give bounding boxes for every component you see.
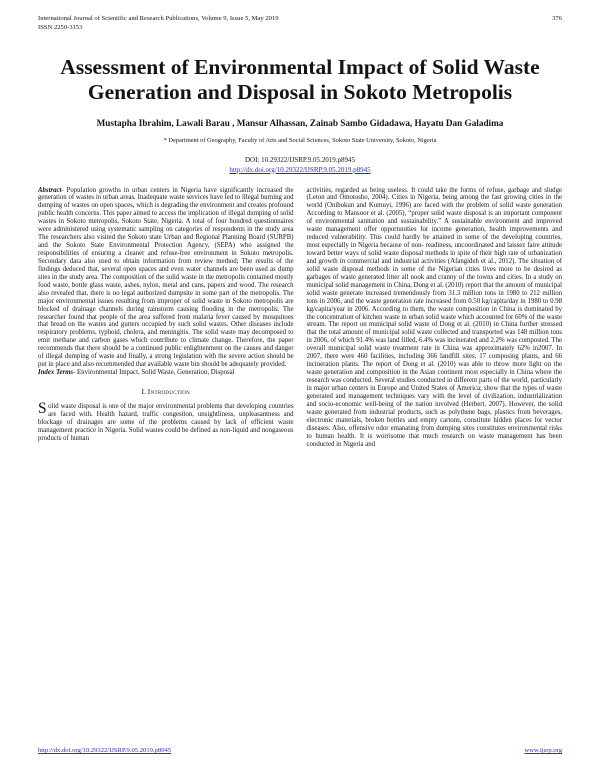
introduction-paragraph [38,399,294,443]
affiliation-line: * Department of Geography, Faculty of Arts and Social Sciences, Sokoto State University, Sokoto, Nigeria [163,136,437,144]
doi-link[interactable]: http://dx.doi.org/10.29322/IJSRP.9.05.2019.p8945 [229,165,371,174]
journal-info [38,15,279,33]
journal-title-line: International Journal of Scientific and Research Publications, Volume 9, Issue 5, May 2019 [38,15,279,22]
footer-site-link[interactable]: www.ijsrp.org [524,747,562,754]
abstract-text: Population growths in urban centers in Nigeria have significantly increased the generation of wastes in urban areas. Inadequate waste services have led to illegal burning and dumping of wastes on open spaces, which is degrading the environment and creates profound public health concerns. This paper aimed to access the implication of illegal dumping of solid wastes in Sokoto metropolis, Sokoto State, Nigeria. A total of four hundred questionnaires were administered using systematic sampling on categories of respondents in the study area The researchers also visited the Sokoto state Urban and Regional Planning Board (SURPB) and the Sokoto State Environmental Protection Agency, (SEPA) who assigned the responsibilities of ensuring a cleaner and refuse-free environment in Sokoto metropolis. Secondary data also used to obtain information from review method; The results of the findings deduced that, several open spaces and even water channels are been used as dump sites in the study area. The composition of the solid waste in the metropolis contained mostly food waste, bottle glass waste, ashes, nylon, metal and cans, papers and wood. The research also revealed that, there is no legal authorized dumpsite in some part of the metropolis. The major environmental issues resulting from improper of solid waste in Sokoto metropolis are blocked of drainage channels during rainstorm causing flooding in the metropolis. The researcher found that people of the area suffered from malaria fever caused by mosquitoes that bread on the wastes and gutters occupied by such solid wastes. Other diseases include respiratory problems, typhoid, cholera, and meningitis. The solid waste may decomposed to emit methane and carbon gases which contribute to climate change. Therefore, the paper recommends that there should be a continued public enlightenment on the causes and danger of illegal dumping of waste and finally, a strong legislation with the severe action should be put in place and also recommended that available waste bin should be adequately provided. [38,186,294,369]
section-title: Introduction [147,387,191,396]
paper-title: Assessment of Environmental Impact of Solid Waste Generation and Disposal in Sokoto Metropolis [60,54,540,105]
abstract-label: Abstract- [38,186,64,194]
abstract-paragraph [38,187,294,370]
authors-line: Mustapha Ibrahim, Lawali Barau , Mansur Alhassan, Zainab Sambo Gidadawa, Hayatu Dan Galadima [96,117,504,128]
issn-line: ISSN 2250-3153 [38,23,83,31]
doi-line: DOI: 10.29322/IJSRP.9.05.2019.p8945 [244,155,356,164]
left-column [38,187,294,449]
footer-doi-link[interactable]: http://dx.doi.org/10.29322/IJSRP.9.05.2019.p8945 [38,747,172,754]
index-terms-label: Index Terms [38,369,74,377]
running-header [38,15,562,33]
right-column [307,187,563,449]
doi-link-line [38,166,562,174]
page-number: 376 [552,15,562,22]
introduction-text: olid waste disposal is one of the major environmental problems that developing countries are faced with. Health hazard, traffic congestion, unsightliness, unpleasantness and blockage of drainages are some of the problems caused by lack of efficient waste management practice in Nigeria. Solid wastes could be defined as non-liquid and nongaseous products of human [38,402,294,442]
drop-cap: S [38,399,47,417]
section-heading-introduction [38,388,294,397]
index-terms-text: - Environmental Impact, Solid Waste, Generation, Disposal [73,369,235,377]
two-column-body [38,187,562,449]
index-terms-paragraph [38,369,294,377]
right-column-paragraph: activities, regarded as being useless. It could take the forms of refuse, garbage and sludge (Leton and Omotosho, 2004). Cities in Nigeria, being among the fast growing cities in the world (Onibokun and Kumuyi, 1996) are faced with the problem of solid waste generation According to Mansoor et al. (2005), “proper solid waste disposal is an important component of environmental sanitation and sustainability.” A sustainable environment and improved waste management offer opportunities for income generation, health improvements and reduced vulnerability. This could hardly be attained in some of the developing countries, most especially in Nigeria because of non- readiness, uncoordinated and laissez faire attitude toward better ways of solid waste disposal methods in spite of their high rate of urbanization and growth in commercial and industrial activities (Afangideh et al., 2012). The situation of solid waste disposal methods in some of the Nigerian cities lives more to be desired as garbages of waste generated litter all nook and cranny of the towns and cities. In a study on municipal solid management in China, Dong et al. (2010) report that the amount of municipal solid waste generate increased tremendously from 31.3 million tons in 1980 to 212 million tons in 2006, and the waste generation rate increased from 0.50 kg/capita/day in 1980 to 0.98 kg/capita/year in 2006. According to them, the waste composition in China is dominated by the concentration of kitchen waste in urban solid waste which accounted for 60% of the waste stream. The report on municipal solid waste of Dong et al. (2010) in China further stressed that the total amount of municipal solid waste collected and transported was 148 million tons in 2006, of which 91.4% was land filled, 6.4% was incinerated and 2.2% was composted. The overall municipal solid waste treatment rate in China was approximately 62% in2007. In 2007, there were 460 facilities, including 366 landfill sites, 17 composing plants, and 66 incineration plants. The report of Dong et al. (2010) was able to throw more light on the waste generation and composition in the Asian continent most especially in China where the research was conducted. Several studies conducted in different parts of the world, particularly in major urban centers in Europe and United States of America; show that the types of waste generated and management techniques vary with the level of civilization, industrialization and socio-economic well-being of the nation involved (Herbert, 2007). However, the solid waste generated from industrial products, such as polythene bags, plastics from beverages, electronic materials, broken bottles and empty cartons, constitute hidden places for vector diseases. Also, offensive odor emanating from dumping sites constitutes environmental risks to human health. It is worrisome that much research on waste management has been conducted in Nigeria and [306,186,562,448]
running-footer [38,747,562,754]
section-number: I. [141,387,146,396]
